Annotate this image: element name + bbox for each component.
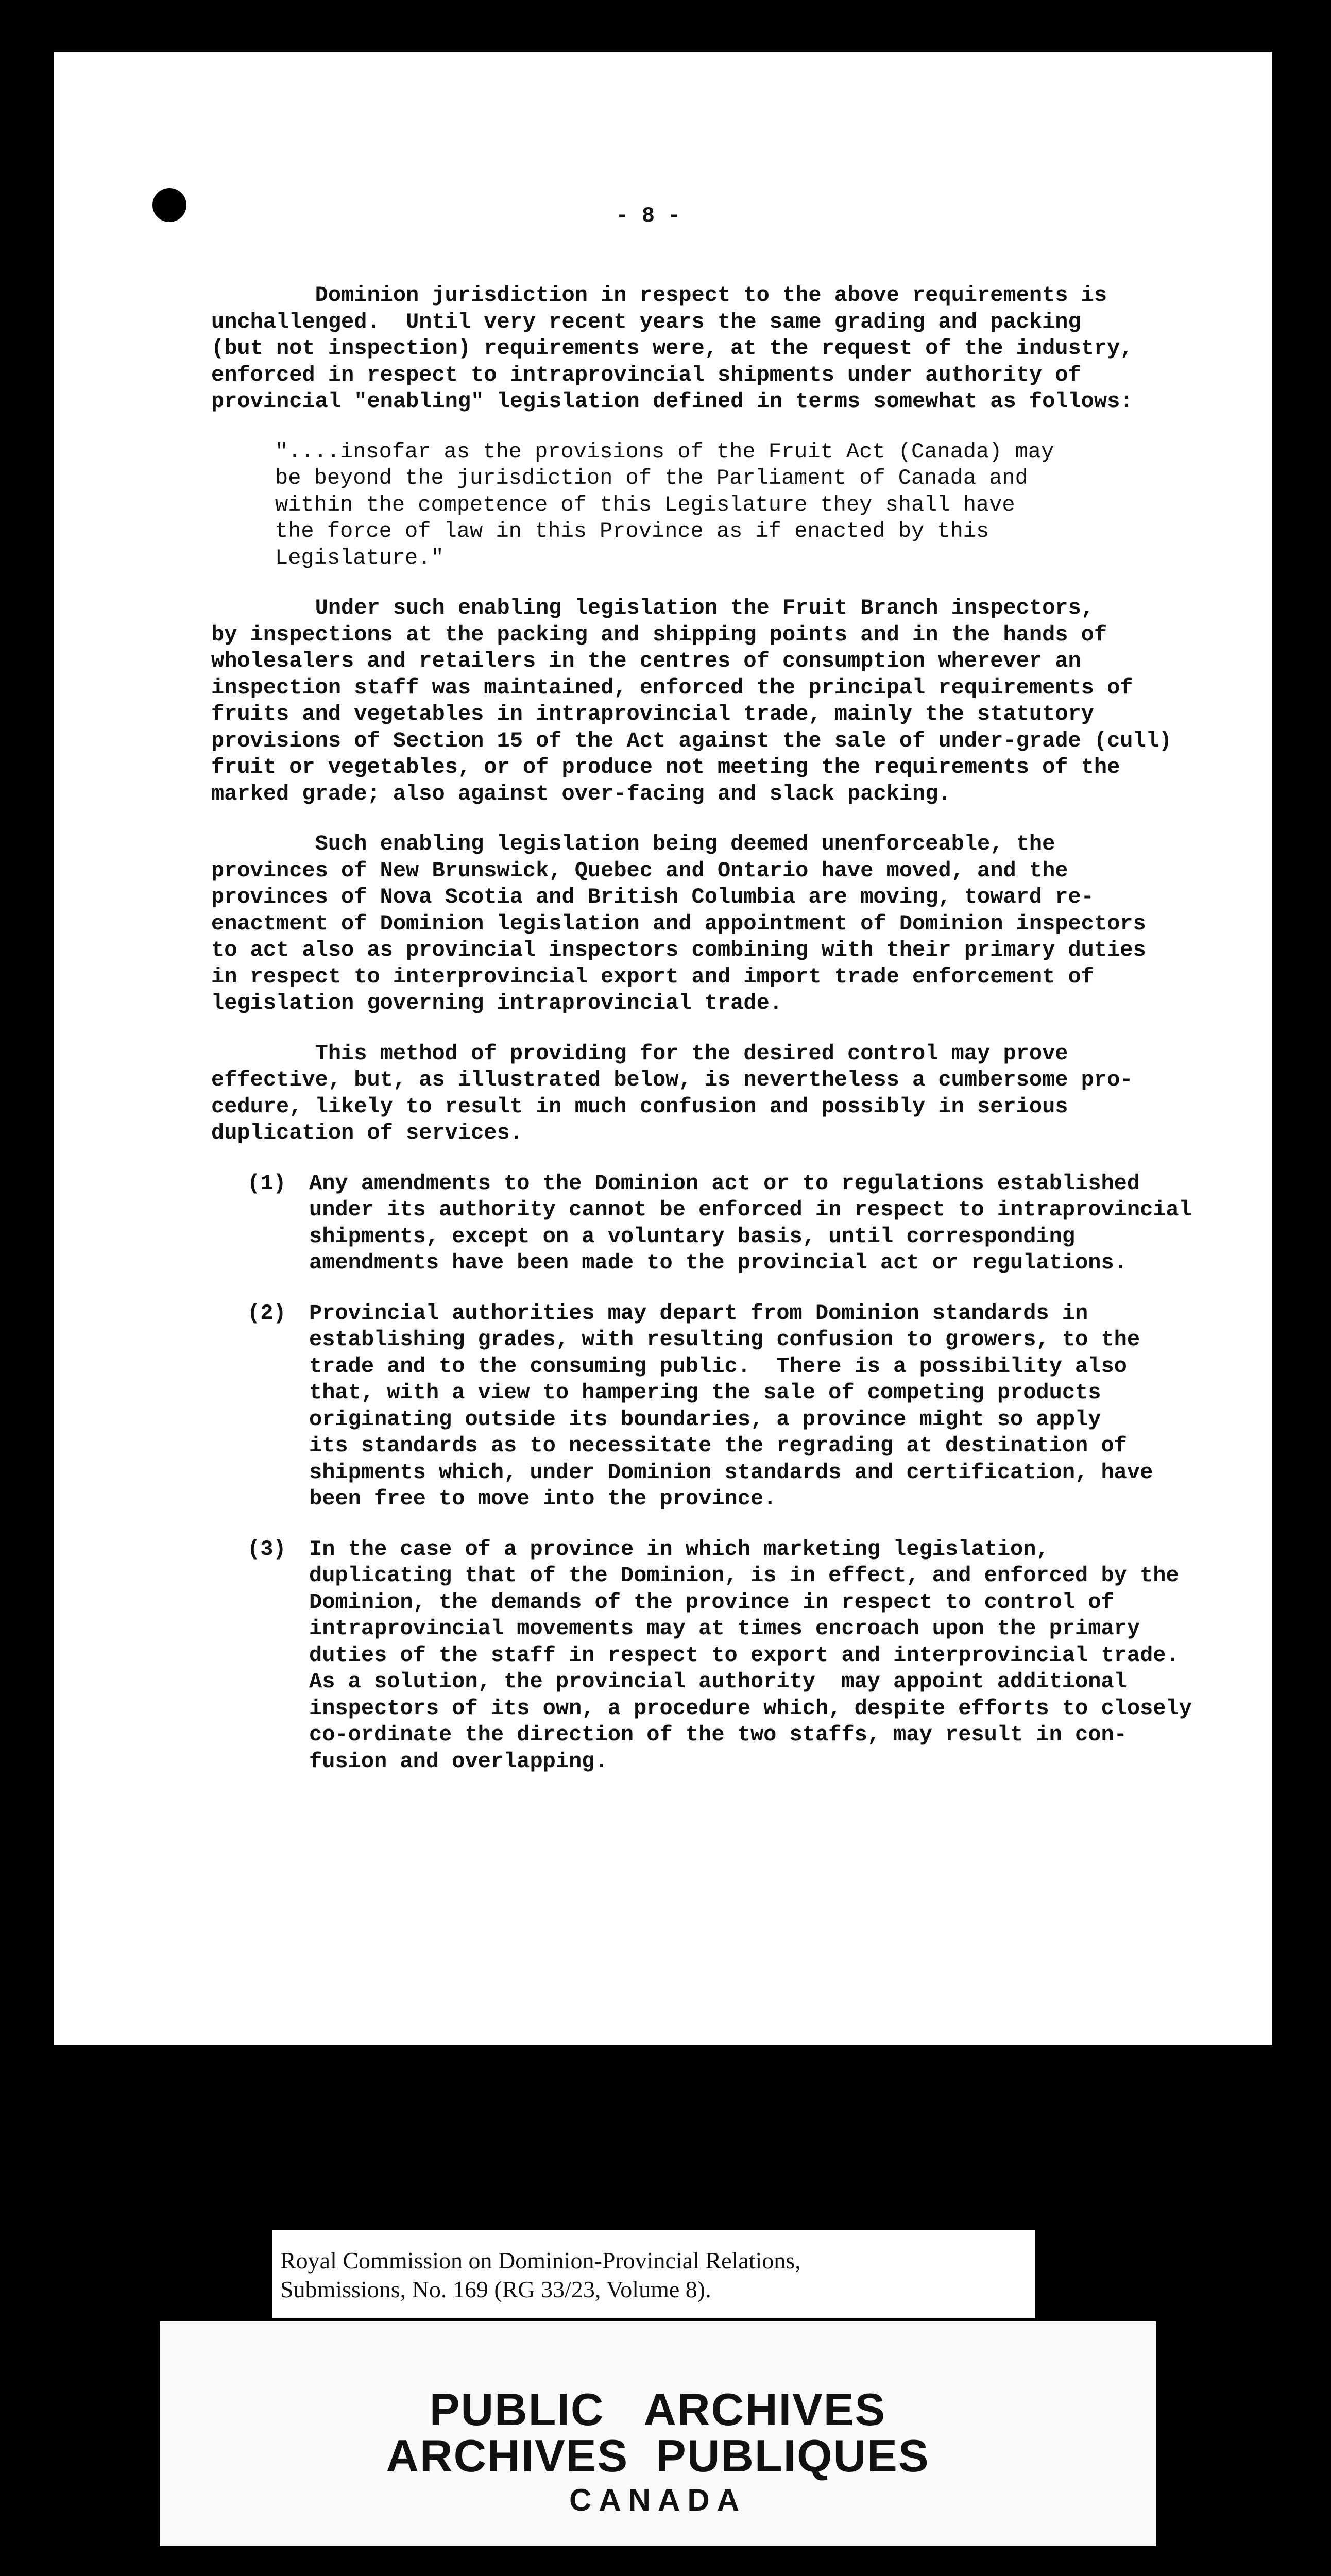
stamp-line-3: CANADA — [569, 2483, 746, 2517]
paragraph-jurisdiction: Dominion jurisdiction in respect to the above requirements is unchallenged. Until very recent years the same grading and packing (but not inspection) requirements were, at the request of the industry, enforced in respect to intraprovincial shipments under authority of provincial "enabling" legislation defined in terms somewhat as follows: — [211, 283, 1133, 414]
list-item-number: (3) — [247, 1536, 286, 1562]
quoted-legislation: "....insofar as the provisions of the Fruit Act (Canada) may be beyond the jurisdiction of the Parliament of Canada and within the competence of this Legislature they shall have the force of law in this Province as if enacted by this Legislature." — [275, 439, 1054, 570]
list-item-number: (1) — [247, 1171, 286, 1196]
list-item-number: (2) — [247, 1300, 286, 1326]
archive-caption-label — [272, 2230, 1035, 2318]
list-item-text: Any amendments to the Dominion act or to regulations established under its authority cannot be enforced in respect to intraprovincial shipments, except on a voluntary basis, until corresponding amendments have been made to the provincial act or regulations. — [309, 1171, 1192, 1275]
list-item-text: Provincial authorities may depart from Dominion standards in establishing grades, with resulting confusion to growers, to the trade and to the consuming public. There is a possibility also that, with a view to hampering the sale of competing products originating outside its boundaries, a province might so apply its standards as to necessitate the regrading at destination of shipments which, under Dominion standards and certification, have been free to move into the province. — [309, 1300, 1153, 1511]
paragraph-enabling-legislation: Under such enabling legislation the Fruit Branch inspectors, by inspections at the packing and shipping points and in the hands of wholesalers and retailers in the centres of consumption wherever an inspection staff was maintained, enforced the principal requirements of fruits and vegetables in intraprovincial trade, mainly the statutory provisions of Section 15 of the Act against the sale of under-grade (cull) fruit or vegetables, or of produce not meeting the requirements of the marked grade; also against over-facing and slack packing. — [211, 596, 1172, 806]
caption-line-1: Royal Commission on Dominion-Provincial Relations, — [280, 2247, 801, 2274]
paragraph-unenforceable: Such enabling legislation being deemed unenforceable, the provinces of New Brunswick, Quebec and Ontario have moved, and the provinces of Nova Scotia and British Columbia are moving, toward re- enactment of Dominion legislation and appointment of Dominion inspectors to act also as provincial inspectors combining with their primary duties in respect to interprovincial export and import trade enforcement of legislation governing intraprovincial trade. — [211, 832, 1146, 1015]
archives-stamp — [160, 2321, 1156, 2546]
document-body — [211, 282, 1199, 1799]
list-item-text: In the case of a province in which marketing legislation, duplicating that of the Dominion, is in effect, and enforced by the Dominion, the demands of the province in respect to control of intraprovincial movements may at times encroach upon the primary duties of the staff in respect to export and interprovincial trade. As a solution, the provincial authority may appoint additional inspectors of its own, a procedure which, despite efforts to closely co-ordinate the direction of the two staffs, may result in con- fusion and overlapping. — [309, 1536, 1192, 1774]
list-item — [211, 1536, 1199, 1775]
paragraph-method: This method of providing for the desired control may prove effective, but, as illustrated below, is nevertheless a cumbersome pro- cedure, likely to result in much confusion and possibly in serious duplication of services. — [211, 1041, 1133, 1145]
caption-line-2: Submissions, No. 169 (RG 33/23, Volume 8). — [280, 2276, 711, 2302]
stamp-line-1: PUBLIC ARCHIVES — [429, 2384, 886, 2435]
list-item — [211, 1300, 1199, 1513]
page-number: - 8 - — [616, 204, 681, 228]
stamp-line-2: ARCHIVES PUBLIQUES — [386, 2430, 930, 2481]
list-item — [211, 1171, 1199, 1277]
